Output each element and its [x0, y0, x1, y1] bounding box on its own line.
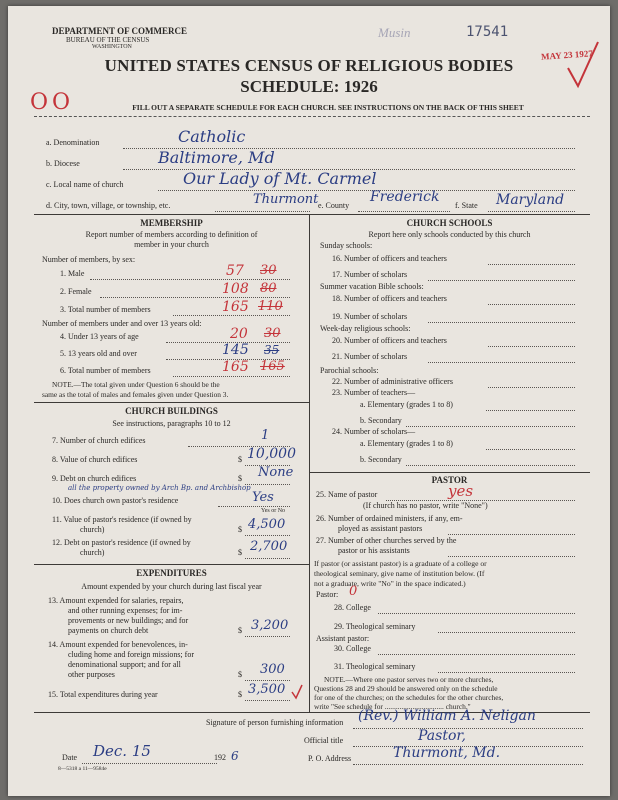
q11-line — [245, 535, 290, 536]
weekday-schools-label: Week-day religious schools: — [320, 324, 411, 333]
q13-dollar: $ — [238, 626, 242, 635]
q17-label: 17. Number of scholars — [332, 270, 408, 279]
form-title: UNITED STATES CENSUS OF RELIGIOUS BODIES — [104, 56, 514, 75]
pastor-sub-label: Pastor: — [316, 590, 339, 599]
q2-label: 2. Female — [60, 287, 92, 296]
q20-label: 20. Number of officers and teachers — [332, 336, 447, 345]
schools-intro: Report here only schools conducted by this church — [368, 230, 531, 239]
po-address-label: P. O. Address — [308, 754, 352, 763]
q15-dollar: $ — [238, 690, 242, 699]
buildings-rule — [34, 402, 309, 403]
q6-label: 6. Total number of members — [60, 366, 151, 375]
q2-line — [100, 297, 290, 298]
q24-label: 24. Number of scholars— — [332, 427, 416, 436]
q12-line — [245, 558, 290, 559]
q12-dollar: $ — [238, 548, 242, 557]
pastor-note-4: write "See schedule for ................................ church." — [314, 702, 471, 711]
q31-line — [438, 672, 575, 673]
header-divider — [34, 116, 590, 117]
q23-label: 23. Number of teachers— — [332, 388, 416, 397]
q15-amount-line — [245, 700, 290, 701]
q14-dollar: $ — [238, 670, 242, 679]
q1-line — [90, 279, 290, 280]
pastor-note-3: for one of the churches; on the schedules for the other churches, — [314, 693, 504, 702]
state-value[interactable]: Maryland — [496, 192, 565, 208]
column-divider — [309, 214, 310, 712]
q11-value[interactable]: 4,500 — [248, 517, 286, 532]
q27-label-1: 27. Number of other churches served by the — [316, 536, 457, 545]
q18-line — [488, 304, 575, 305]
q10-label: 10. Does church own pastor's residence — [52, 496, 179, 505]
date-year-prefix: 192 — [214, 753, 226, 762]
q2-value[interactable]: 108 — [222, 281, 249, 297]
q5-value[interactable]: 145 — [222, 342, 249, 358]
date-year-digit[interactable]: 6 — [231, 749, 239, 763]
q21-label: 21. Number of scholars — [332, 352, 408, 361]
q1-old-value: 30 — [260, 263, 277, 278]
q3-line — [173, 315, 290, 316]
q18-label: 18. Number of officers and teachers — [332, 294, 447, 303]
q15-check-icon — [290, 684, 304, 700]
po-address-value[interactable]: Thurmont, Md. — [393, 745, 501, 761]
membership-note-2: same as the total of males and females given under Question 3. — [42, 390, 229, 399]
q11-label-1: 11. Value of pastor's residence (if owned by — [52, 515, 192, 524]
q27-label-2: pastor or his assistants — [338, 546, 410, 555]
q26-label-2: ployed as assistant pastors — [338, 524, 423, 533]
q11-dollar: $ — [238, 525, 242, 534]
q22-label: 22. Number of administrative officers — [332, 377, 453, 386]
q27-line — [448, 556, 575, 557]
expenditures-heading: EXPENDITURES — [136, 568, 207, 578]
handwritten-stamp: Musin — [378, 25, 411, 40]
q9-label: 9. Debt on church edifices — [52, 474, 137, 483]
city-label: d. City, town, village, or township, etc. — [46, 201, 171, 210]
pastor-graduate-value[interactable]: 0 — [349, 584, 358, 599]
vacation-schools-label: Summer vacation Bible schools: — [320, 282, 424, 291]
q14-line-1: 14. Amount expended for benevolences, in- — [48, 640, 188, 649]
q13-line-4: payments on church debt — [68, 626, 149, 635]
q24b-label: b. Secondary — [360, 455, 402, 464]
q1-value[interactable]: 57 — [226, 263, 244, 279]
q14-line-3: denominational support; and for all — [68, 660, 181, 669]
q6-old-value: 165 — [260, 359, 285, 374]
local-name-line — [158, 190, 575, 191]
buildings-sub: See instructions, paragraphs 10 to 12 — [112, 419, 231, 428]
sunday-schools-label: Sunday schools: — [320, 241, 373, 250]
pastor-note-2: Questions 28 and 29 should be answered only on the schedule — [314, 684, 498, 693]
city-value[interactable]: Thurmont — [253, 192, 319, 207]
q13-line-3: provements or new buildings; and for — [68, 616, 189, 625]
q24a-label: a. Elementary (grades 1 to 8) — [360, 439, 453, 448]
grad-note-1: If pastor (or assistant pastor) is a graduate of a college or — [314, 559, 487, 568]
q15-label: 15. Total expenditures during year — [48, 690, 158, 699]
q10-hint: Yes or No — [261, 508, 286, 514]
date-label: Date — [62, 753, 78, 762]
q14-value[interactable]: 300 — [260, 662, 285, 677]
members-by-age-label: Number of members under and over 13 years old: — [42, 319, 202, 328]
buildings-heading: CHURCH BUILDINGS — [125, 406, 218, 416]
diocese-value[interactable]: Baltimore, Md — [158, 148, 275, 167]
q23b-line — [406, 426, 575, 427]
q30-line — [378, 654, 575, 655]
q7-value[interactable]: 1 — [261, 428, 270, 443]
bureau-city: WASHINGTON — [92, 44, 132, 50]
q17-line — [428, 280, 575, 281]
date-value[interactable]: Dec. 15 — [93, 742, 151, 760]
q24b-line — [406, 465, 575, 466]
q9-line — [245, 484, 290, 485]
q9-value[interactable]: None — [258, 465, 294, 480]
denomination-value[interactable]: Catholic — [178, 127, 246, 146]
q5-label: 5. 13 years old and over — [60, 349, 137, 358]
q8-label: 8. Value of church edifices — [52, 455, 138, 464]
expenditures-rule — [34, 564, 309, 565]
q12-label-2: church) — [80, 548, 105, 557]
form-number: 8—5318 a 11—9584e — [58, 766, 107, 772]
membership-intro-1: Report number of members according to definition of — [85, 230, 258, 239]
q6-value[interactable]: 165 — [222, 359, 249, 375]
q21-line — [428, 362, 575, 363]
q13-line-2: and other running expenses; for im- — [68, 606, 183, 615]
schools-heading: CHURCH SCHOOLS — [406, 218, 493, 228]
pastor-note-1: NOTE.—Where one pastor serves two or more churches, — [324, 675, 494, 684]
q6-line — [173, 376, 290, 377]
bureau-name: BUREAU OF THE CENSUS — [66, 36, 150, 44]
q14-line-2: cluding home and foreign missions; for — [68, 650, 194, 659]
q10-line — [218, 506, 290, 507]
assistant-pastor-label: Assistant pastor: — [316, 634, 370, 643]
q29-label: 29. Theological seminary — [334, 622, 416, 631]
q28-label: 28. College — [334, 603, 371, 612]
q10-value[interactable]: Yes — [252, 490, 274, 505]
membership-intro-2: member in your church — [134, 240, 209, 249]
q23a-line — [486, 410, 575, 411]
q19-label: 19. Number of scholars — [332, 312, 408, 321]
q31-label: 31. Theological seminary — [334, 662, 416, 671]
q13-value[interactable]: 3,200 — [251, 618, 289, 633]
q28-line — [378, 613, 575, 614]
city-line — [215, 211, 310, 212]
signature-label: Signature of person furnishing information — [206, 718, 344, 727]
q8-dollar: $ — [238, 455, 242, 464]
pastor-rule — [309, 472, 590, 473]
state-label: f. State — [455, 201, 478, 210]
q20-line — [488, 346, 575, 347]
fill-instructions: FILL OUT A SEPARATE SCHEDULE FOR EACH CHURCH. SEE INSTRUCTIONS ON THE BACK OF THIS SHEET — [132, 103, 524, 112]
grad-note-2: theological seminary, give name of institution below. (If — [314, 569, 485, 578]
q9-handwritten-note: all the property owned by Arch Bp. and Archbishop — [68, 484, 251, 492]
q26-line — [448, 534, 575, 535]
q3-label: 3. Total number of members — [60, 305, 151, 314]
q9-dollar: $ — [238, 474, 242, 483]
local-name-label: c. Local name of church — [46, 180, 124, 189]
q14-amount-line — [245, 680, 290, 681]
q13-line-1: 13. Amount expended for salaries, repairs, — [48, 596, 184, 605]
po-address-line — [353, 764, 583, 765]
q25-label: 25. Name of pastor — [316, 490, 378, 499]
diocese-label: b. Diocese — [46, 159, 80, 168]
q24a-line — [486, 449, 575, 450]
q13-amount-line — [245, 636, 290, 637]
q3-value[interactable]: 165 — [222, 299, 249, 315]
q2-old-value: 80 — [260, 281, 277, 296]
local-name-value[interactable]: Our Lady of Mt. Carmel — [183, 169, 377, 188]
members-by-sex-label: Number of members, by sex: — [42, 255, 136, 264]
official-title-label: Official title — [304, 736, 344, 745]
signature-line — [353, 728, 583, 729]
department-name: DEPARTMENT OF COMMERCE — [52, 26, 188, 36]
q7-label: 7. Number of church edifices — [52, 436, 146, 445]
q11-label-2: church) — [80, 525, 105, 534]
q4-old-value: 30 — [264, 326, 281, 341]
q1-label: 1. Male — [60, 269, 85, 278]
membership-heading: MEMBERSHIP — [140, 218, 203, 228]
date-line — [82, 763, 217, 764]
q22-line — [488, 387, 575, 388]
q12-label-1: 12. Debt on pastor's residence (if owned by — [52, 538, 191, 547]
county-line — [358, 211, 450, 212]
census-form-page — [8, 6, 610, 796]
q15-value[interactable]: 3,500 — [248, 682, 286, 697]
q19-line — [428, 322, 575, 323]
q25-value[interactable]: yes — [448, 482, 474, 500]
q30-label: 30. College — [334, 644, 371, 653]
membership-note-1: NOTE.—The total given under Question 6 should be the — [52, 380, 220, 389]
section-top-rule — [34, 214, 590, 215]
q4-label: 4. Under 13 years of age — [60, 332, 139, 341]
received-date-stamp: MAY 23 1927 — [540, 48, 594, 62]
schedule-number-stamp: 17541 — [466, 24, 509, 40]
pastor-heading: PASTOR — [431, 475, 468, 485]
q16-label: 16. Number of officers and teachers — [332, 254, 447, 263]
handwritten-oo-mark: OO — [30, 90, 75, 115]
q26-label-1: 26. Number of ordained ministers, if any, em- — [316, 514, 463, 523]
expenditures-sub: Amount expended by your church during last fiscal year — [81, 582, 262, 591]
q12-value[interactable]: 2,700 — [250, 539, 288, 554]
county-value[interactable]: Frederick — [370, 189, 440, 205]
q23b-label: b. Secondary — [360, 416, 402, 425]
parochial-schools-label: Parochial schools: — [320, 366, 379, 375]
q14-line-4: other purposes — [68, 670, 115, 679]
q4-value[interactable]: 20 — [230, 326, 248, 342]
q8-value[interactable]: 10,000 — [247, 446, 296, 462]
q3-old-value: 110 — [258, 299, 283, 314]
form-subtitle: SCHEDULE: 1926 — [240, 77, 378, 96]
official-title-value[interactable]: Pastor, — [418, 728, 466, 744]
q29-line — [438, 632, 575, 633]
q23a-label: a. Elementary (grades 1 to 8) — [360, 400, 453, 409]
state-line — [488, 211, 575, 212]
grad-note-3: not a graduate, write "No" in the space indicated.) — [314, 579, 466, 588]
signature-value[interactable]: (Rev.) William A. Neligan — [358, 708, 536, 724]
county-label: e. County — [318, 201, 350, 210]
q25-hint: (If church has no pastor, write "None") — [363, 501, 488, 510]
q16-line — [488, 264, 575, 265]
q5-old-value: 35 — [264, 343, 280, 357]
denomination-label: a. Denomination — [46, 138, 100, 147]
